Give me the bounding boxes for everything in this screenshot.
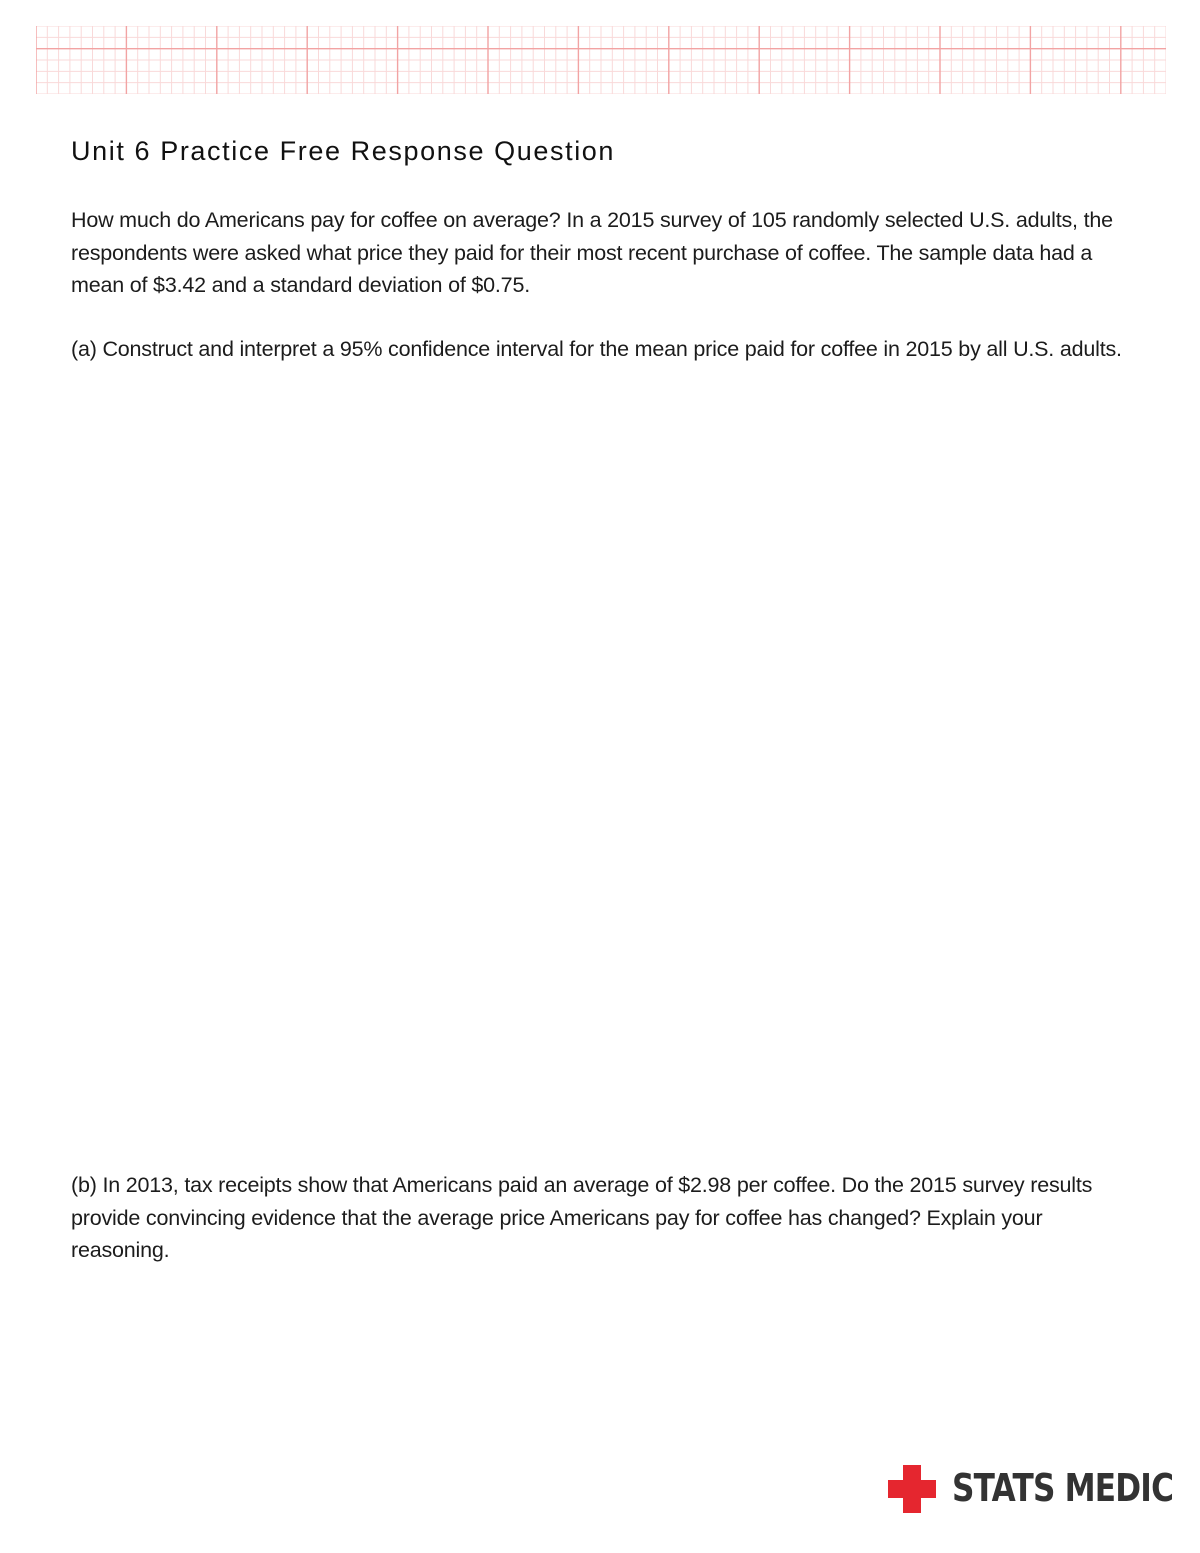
- logo-text: STATS MEDIC: [952, 1466, 1174, 1510]
- medical-cross-icon: [888, 1465, 936, 1513]
- stats-medic-logo: [888, 1463, 1174, 1513]
- question-part-a: (a) Construct and interpret a 95% confidence interval for the mean price paid for coffee in 2015 by all U.S. adults.: [71, 337, 1122, 361]
- answer-space-part-a[interactable]: [71, 410, 1141, 1150]
- question-intro: How much do Americans pay for coffee on average? In a 2015 survey of 105 randomly selected U.S. adults, the respondents were asked what price they paid for their most recent purchase of coffee. The sample data had a mean of $3.42 and a standard deviation of $0.75.: [71, 208, 1113, 297]
- page-title: Unit 6 Practice Free Response Question: [71, 136, 616, 166]
- question-part-b: (b) In 2013, tax receipts show that Americans paid an average of $2.98 per coffee. Do the 2015 survey results provide convincing evidence that the average price Americans pay for coffee has changed? Explain your reasoning.: [71, 1173, 1093, 1262]
- graph-paper-header: [36, 26, 1166, 94]
- grid-minor-lines: [36, 26, 1166, 94]
- answer-space-part-b[interactable]: [71, 1280, 1141, 1440]
